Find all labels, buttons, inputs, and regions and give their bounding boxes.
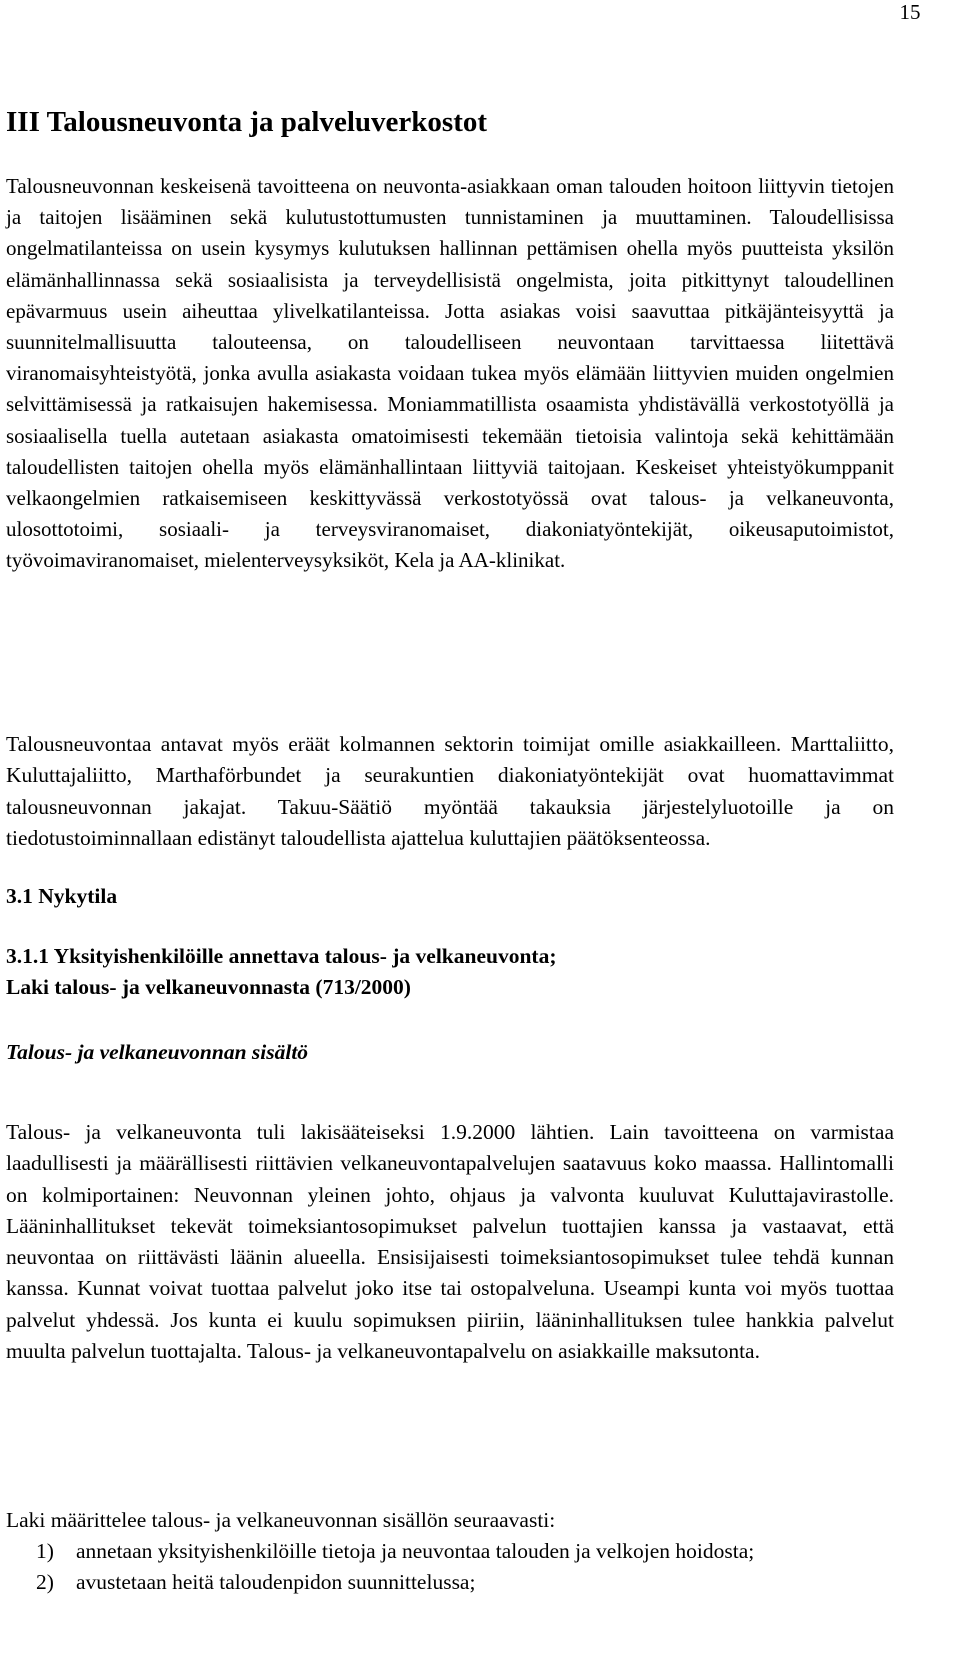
- list-item: [6, 1536, 894, 1567]
- list-item-number: 2): [36, 1570, 54, 1595]
- list-intro: Laki määrittelee talous- ja velkaneuvonnan sisällön seuraavasti:: [6, 1508, 556, 1532]
- list-item-text: avustetaan heitä taloudenpidon suunnittelussa;: [76, 1570, 476, 1595]
- paragraph-financial-counselling-goals: Talousneuvonnan keskeisenä tavoitteena on neuvonta-asiakkaan oman talouden hoitoon liittyvin tietojen ja taitojen lisääminen sekä kulutustottumusten tunnistaminen ja muuttaminen. Taloudellisissa ongelmatilanteissa on usein kysymys kulutuksen hallinnan pettämisen ohella myös puutteista yksilön elämänhallinnassa sekä sosiaalisista ja terveydellisistä ongelmista, joita pitkittynyt taloudellinen epävarmuus usein aiheuttaa ylivelkatilanteissa. Jotta asiakas voisi saavuttaa pitkäjänteisyyttä ja suunnitelmallisuutta talouteensa, on taloudelliseen neuvontaan tarvittaessa liitettävä viranomaisyhteistyötä, jonka avulla asiakasta voidaan tukea myös elämään liittyvien muiden ongelmien selvittämisessä ja ratkaisujen hakemisessa. Moniammatillista osaamista yhdistävällä verkostotyöllä ja sosiaalisella tuella autetaan asiakasta omatoimisesti tekemään tietoisia valintoja sekä kehittämään taloudellisten taitojen ohella myös elämänhallintaan liittyviä taitojaan. Keskeiset yhteistyökumppanit velkaongelmien ratkaisemiseen keskittyvässä verkostotyössä ovat talous- ja velkaneuvonta, ulosottotoimi, sosiaali- ja terveysviranomaiset, diakoniatyöntekijät, oikeusaputoimistot, työvoimaviranomaiset, mielenterveysyksiköt, Kela ja AA-klinikat.: [6, 174, 894, 573]
- list-item-number: 1): [36, 1539, 54, 1563]
- section-heading-3-1: 3.1 Nykytila: [6, 884, 118, 908]
- paragraph-third-sector: Talousneuvontaa antavat myös eräät kolmannen sektorin toimijat omille asiakkailleen. Marttaliitto, Kuluttajaliitto, Marthaförbundet ja seurakuntien diakoniatyöntekijät ovat huomattavimmat talousneuvonnan jakajat. Takuu-Säätiö myöntää takauksia järjestelyluotoille ja on tiedotustoiminnallaan edistänyt taloudellista ajattelua kuluttajien päätöksenteossa.: [6, 732, 894, 850]
- list-item-text: annetaan yksityishenkilöille tietoja ja neuvontaa talouden ja velkojen hoidosta;: [76, 1539, 755, 1563]
- list-item: [6, 1567, 894, 1598]
- paragraph-statutory-counselling: Talous- ja velkaneuvonta tuli lakisääteiseksi 1.9.2000 lähtien. Lain tavoitteena on varmistaa laadullisesti ja määrällisesti riittävien velkaneuvontapalvelujen saatavuus koko maassa. Hallintomalli on kolmiportainen: Neuvonnan yleinen johto, ohjaus ja valvonta kuuluvat Kuluttajavirastolle. Lääninhallitukset tekevät toimeksiantosopimukset palvelun tuottajien kanssa ja vastaavat, että neuvontaa on riittävästi läänin alueella. Ensisijaisesti toimeksiantosopimukset tulee tehdä kunnan kanssa. Kunnat voivat tuottaa palvelut joko itse tai ostopalveluna. Useampi kunta voi myös tuottaa palvelut yhdessä. Jos kunta ei kuulu sopimuksen piiriin, lääninhallituksen tulee hankkia palvelut muulta palvelun tuottajalta. Talous- ja velkaneuvontapalvelu on asiakkaille maksutonta.: [6, 1120, 894, 1364]
- subheading-content: Talous- ja velkaneuvonnan sisältö: [6, 1040, 309, 1064]
- section-heading-3-1-1-law: Laki talous- ja velkaneuvonnasta (713/2000): [6, 975, 411, 999]
- chapter-title: III Talousneuvonta ja palveluverkostot: [6, 106, 488, 138]
- page-number: 15: [899, 0, 921, 24]
- section-heading-3-1-1: 3.1.1 Yksityishenkilöille annettava talous- ja velkaneuvonta;: [6, 944, 557, 968]
- law-content-list: [6, 1536, 894, 1599]
